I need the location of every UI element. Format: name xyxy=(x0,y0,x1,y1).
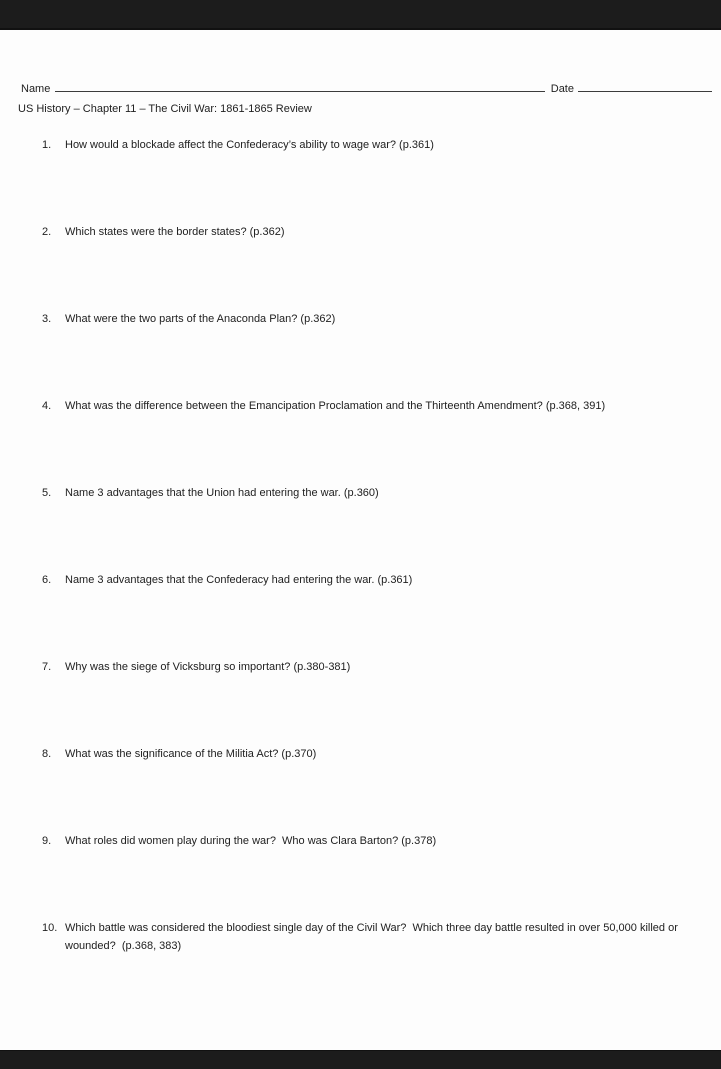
question-number: 2. xyxy=(42,226,52,238)
name-date-row xyxy=(0,30,721,96)
name-blank-line xyxy=(55,79,544,92)
document-page xyxy=(0,30,721,1050)
question-item xyxy=(42,310,715,328)
question-number: 8. xyxy=(42,748,52,760)
question-item xyxy=(42,223,715,241)
question-text: Which states were the border states? (p.362) xyxy=(65,226,285,238)
question-number: 10. xyxy=(42,922,58,934)
question-number: 5. xyxy=(42,487,52,499)
question-text: What roles did women play during the war? Who was Clara Barton? (p.378) xyxy=(65,835,437,847)
question-text: What were the two parts of the Anaconda Plan? (p.362) xyxy=(65,313,336,325)
question-number: 9. xyxy=(42,835,52,847)
question-text: Why was the siege of Vicksburg so important? (p.380-381) xyxy=(65,661,351,673)
question-number: 7. xyxy=(42,661,52,673)
question-number: 6. xyxy=(42,574,52,586)
top-letterbox-bar xyxy=(0,0,721,30)
question-text: What was the significance of the Militia Act? (p.370) xyxy=(65,748,317,760)
question-item xyxy=(42,484,715,502)
question-number: 3. xyxy=(42,313,52,325)
question-text: How would a blockade affect the Confederacy’s ability to wage war? (p.361) xyxy=(65,139,434,151)
question-item xyxy=(42,745,715,763)
question-item xyxy=(42,571,715,589)
question-item xyxy=(42,919,715,955)
bottom-letterbox-bar xyxy=(0,1050,721,1069)
question-text: What was the difference between the Emancipation Proclamation and the Thirteenth Amendment? (p.368, 391) xyxy=(65,400,606,412)
question-text: Which battle was considered the bloodiest single day of the Civil War? Which three day battle resulted in over 50,000 killed or wounded? (p.368, 383) xyxy=(65,922,681,952)
question-item xyxy=(42,658,715,676)
question-item xyxy=(42,136,715,154)
question-list xyxy=(0,136,721,955)
question-item xyxy=(42,397,715,415)
question-item xyxy=(42,832,715,850)
date-label: Date xyxy=(550,83,574,95)
question-text: Name 3 advantages that the Confederacy had entering the war. (p.361) xyxy=(65,574,413,586)
name-label: Name xyxy=(21,83,51,95)
date-blank-line xyxy=(578,79,712,92)
question-number: 1. xyxy=(42,139,52,151)
worksheet-title: US History – Chapter 11 – The Civil War: 1861-1865 Review xyxy=(18,103,312,115)
question-number: 4. xyxy=(42,400,52,412)
question-text: Name 3 advantages that the Union had entering the war. (p.360) xyxy=(65,487,379,499)
